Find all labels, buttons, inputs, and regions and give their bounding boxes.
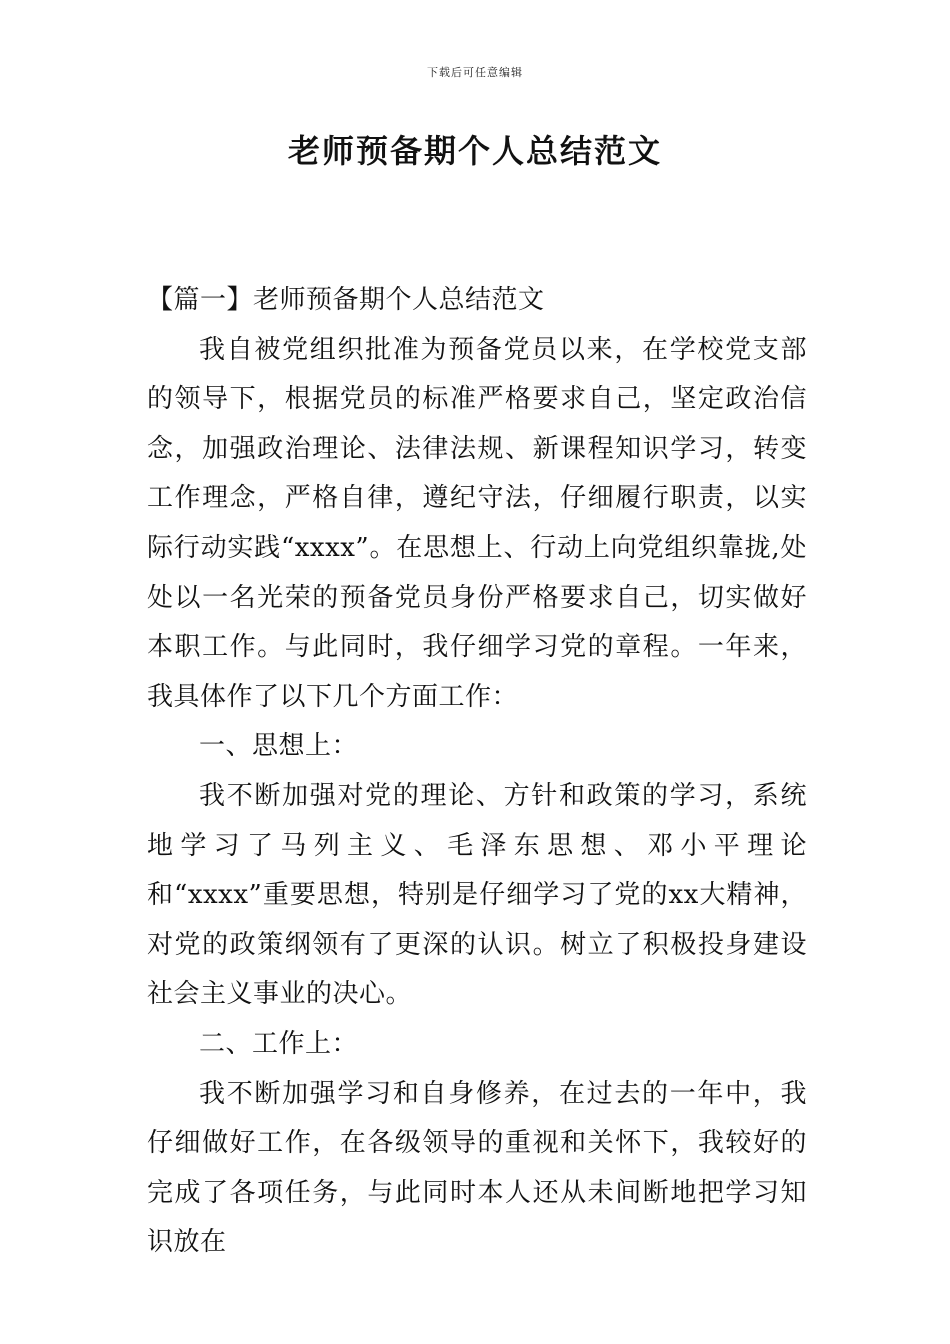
paragraph-thought: 我不断加强对党的理论、方针和政策的学习，系统地学习了马列主义、毛泽东思想、邓小平理论和“xxxx”重要思想，特别是仔细学习了党的xx大精神，对党的政策纲领有了更深的认识。树立了积极投身建设社会主义事业的决心。 xyxy=(147,780,807,1010)
subheading-work: 二、工作上： xyxy=(199,1028,359,1059)
paragraph-work: 我不断加强学习和自身修养，在过去的一年中，我仔细做好工作，在各级领导的重视和关怀下，我较好的完成了各项任务，与此同时本人还从未间断地把学习知识放在 xyxy=(147,1078,807,1258)
header-note: 下载后可任意编辑 xyxy=(427,66,523,79)
document-body xyxy=(147,276,807,1268)
document-title: 老师预备期个人总结范文 xyxy=(287,132,662,170)
section-heading: 【篇一】老师预备期个人总结范文 xyxy=(147,285,545,315)
paragraph-intro: 我自被党组织批准为预备党员以来，在学校党支部的领导下，根据党员的标准严格要求自己，坚定政治信念，加强政治理论、法律法规、新课程知识学习，转变工作理念，严格自律，遵纪守法，仔细履行职责，以实际行动实践“xxxx”。在思想上、行动上向党组织靠拢,处处以一名光荣的预备党员身份严格要求自己，切实做好本职工作。与此同时，我仔细学习党的章程。一年来，我具体作了以下几个方面工作： xyxy=(147,334,807,712)
subheading-thought: 一、思想上： xyxy=(199,731,359,762)
